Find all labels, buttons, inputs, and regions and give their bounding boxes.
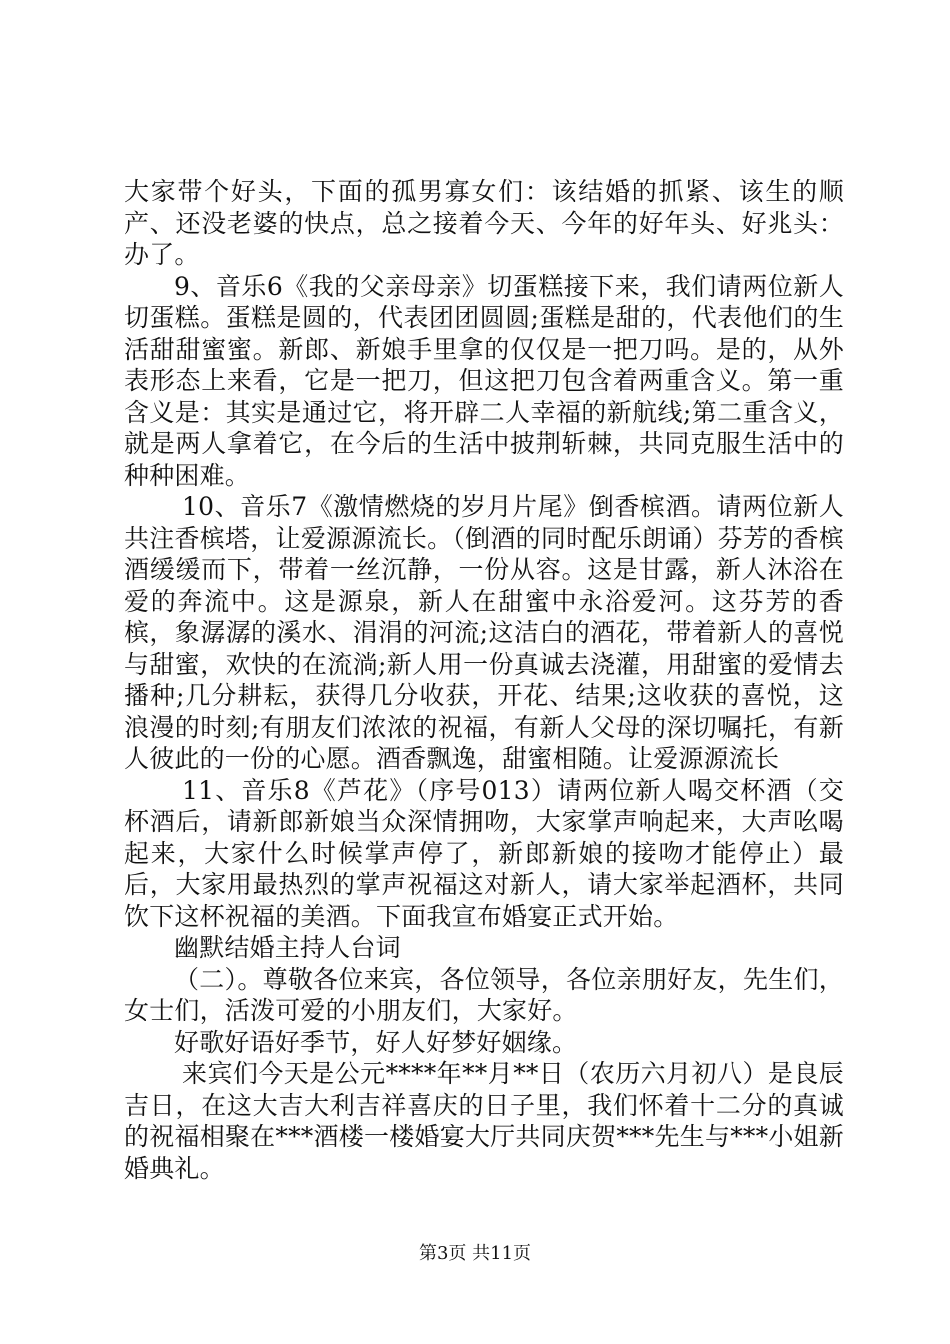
page-number-footer: 第3页 共11页 xyxy=(418,1243,532,1264)
section-heading: 幽默结婚主持人台词 xyxy=(174,933,401,962)
paragraph-continuation: 大家带个好头，下面的孤男寡女们：该结婚的抓紧、该生的顺产、还没老婆的快点，总之接着今天、今年的好年头、好兆头：办了。 xyxy=(124,177,844,269)
document-body xyxy=(124,176,844,1184)
paragraph-item-11: 11、音乐8《芦花》（序号013）请两位新人喝交杯酒（交杯酒后，请新郎新娘当众深情拥吻，大家掌声响起来，大声吆喝起来，大家什么时候掌声停了，新郎新娘的接吻才能停止）最后，大家用最热烈的掌声祝福这对新人，请大家举起酒杯，共同饮下这杯祝福的美酒。下面我宣布婚宴正式开始。 xyxy=(124,775,844,931)
paragraph-date: 来宾们今天是公元****年**月**日（农历六月初八）是良辰吉日，在这大吉大利吉祥喜庆的日子里，我们怀着十二分的真诚的祝福相聚在***酒楼一楼婚宴大厅共同庆贺***先生与***小姐新婚典礼。 xyxy=(124,1059,844,1183)
paragraph-greeting: （二）。尊敬各位来宾，各位领导，各位亲朋好友，先生们，女士们，活泼可爱的小朋友们，大家好。 xyxy=(124,964,844,1025)
paragraph-couplet: 好歌好语好季节，好人好梦好姻缘。 xyxy=(174,1027,578,1057)
paragraph-item-9: 9、音乐6《我的父亲母亲》切蛋糕接下来，我们请两位新人切蛋糕。蛋糕是圆的，代表团团圆圆;蛋糕是甜的，代表他们的生活甜甜蜜蜜。新郎、新娘手里拿的仅仅是一把刀吗。是的，从外表形态上来看，它是一把刀，但这把刀包含着两重含义。第一重含义是：其实是通过它，将开辟二人幸福的新航线;第二重含义，就是两人拿着它，在今后的生活中披荆斩棘，共同克服生活中的种种困难。 xyxy=(124,271,844,490)
paragraph-item-10: 10、音乐7《激情燃烧的岁月片尾》倒香槟酒。请两位新人共注香槟塔，让爱源源流长。（倒酒的同时配乐朗诵）芬芳的香槟酒缓缓而下，带着一丝沉静，一份从容。这是甘露，新人沐浴在爱的奔流中。这是源泉，新人在甜蜜中永浴爱河。这芬芳的香槟，象潺潺的溪水、涓涓的河流;这洁白的酒花，带着新人的喜悦与甜蜜，欢快的在流淌;新人用一份真诚去浇灌，用甜蜜的爱情去播种;几分耕耘，获得几分收获，开花、结果;这收获的喜悦，这浪漫的时刻;有朋友们浓浓的祝福，有新人父母的深切嘱托，有新人彼此的一份的心愿。酒香飘逸，甜蜜相随。让爱源源流长 xyxy=(124,492,844,773)
